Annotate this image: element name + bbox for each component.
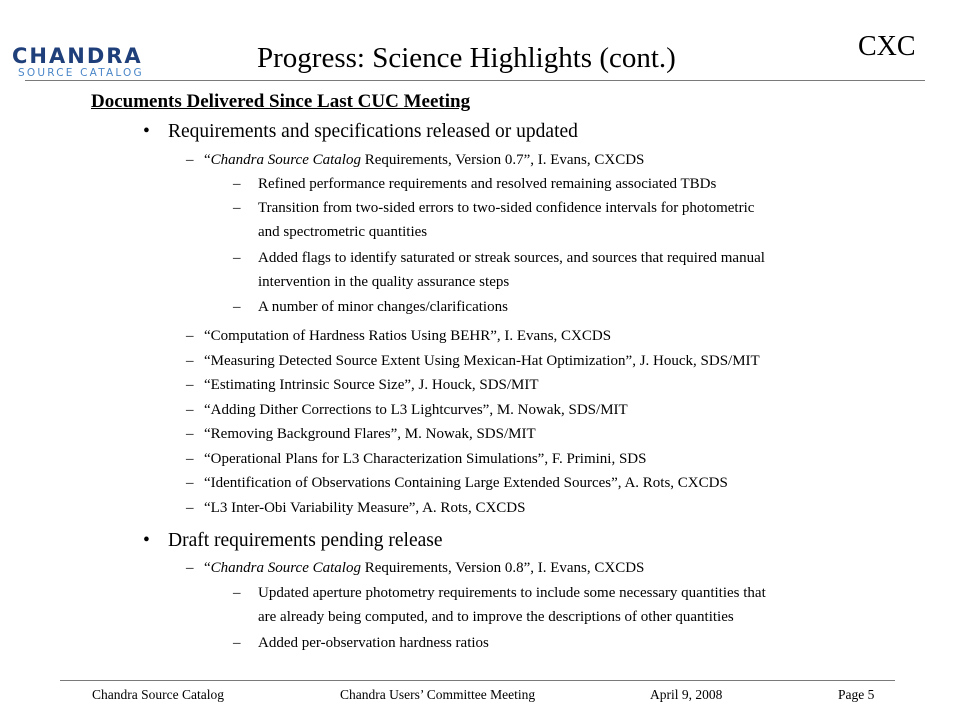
footer-left: Chandra Source Catalog	[92, 687, 224, 702]
dash-marker: –	[233, 585, 241, 601]
dash-marker: –	[186, 451, 194, 467]
chandra-source-catalog-logo	[10, 40, 180, 84]
list-item	[186, 400, 628, 420]
dash-marker: –	[233, 176, 241, 192]
dash-marker: –	[186, 402, 194, 418]
page-title: Progress: Science Highlights (cont.)	[257, 42, 676, 74]
dash-marker: –	[233, 635, 241, 651]
list-item	[186, 326, 611, 346]
list-item	[186, 498, 525, 518]
list-item	[233, 297, 508, 317]
dash-marker: –	[186, 353, 194, 369]
list-item	[233, 198, 754, 218]
dash-marker: –	[233, 250, 241, 266]
dash-marker: –	[186, 500, 194, 516]
list-item-text: Updated aperture photometry requirements to include some necessary quantities that	[258, 585, 766, 601]
list-item	[186, 351, 760, 371]
footer-center: Chandra Users’ Committee Meeting	[340, 687, 536, 702]
list-item	[233, 174, 716, 194]
section-heading: Documents Delivered Since Last CUC Meeting	[91, 91, 471, 112]
list-item	[143, 120, 578, 144]
list-item	[233, 248, 765, 268]
list-item-text: “Estimating Intrinsic Source Size”, J. Houck, SDS/MIT	[204, 377, 539, 393]
list-item-text: “Computation of Hardness Ratios Using BEHR”, I. Evans, CXCDS	[204, 328, 612, 344]
list-item-text: Draft requirements pending release	[168, 530, 443, 551]
doc-title-italic: Chandra Source Catalog	[210, 560, 361, 576]
list-item-text: “Identification of Observations Containing Large Extended Sources”, A. Rots, CXCDS	[204, 475, 728, 491]
footer-divider	[60, 680, 895, 681]
list-item	[233, 633, 489, 653]
list-item	[186, 473, 728, 493]
dash-marker: –	[233, 200, 241, 216]
list-item	[186, 150, 644, 170]
list-item	[186, 558, 644, 578]
list-item-continuation: intervention in the quality assurance steps	[258, 274, 510, 290]
list-item	[233, 583, 766, 603]
dash-marker: –	[186, 560, 194, 576]
dash-marker: –	[186, 377, 194, 393]
dash-marker: –	[186, 426, 194, 442]
header-divider	[25, 80, 925, 81]
dash-marker: –	[233, 299, 241, 315]
list-item-text: Refined performance requirements and resolved remaining associated TBDs	[258, 176, 717, 192]
list-item-text: Requirements, Version 0.7”, I. Evans, CXCDS	[360, 152, 645, 168]
open-quote: “	[204, 560, 211, 576]
bullet-marker: •	[143, 121, 150, 142]
list-item-text: Added per-observation hardness ratios	[258, 635, 489, 651]
dash-marker: –	[186, 328, 194, 344]
list-item	[186, 375, 539, 395]
list-item-text: A number of minor changes/clarifications	[258, 299, 508, 315]
list-item-text: “Measuring Detected Source Extent Using Mexican-Hat Optimization”, J. Houck, SDS/MIT	[204, 353, 760, 369]
list-item-text: Added flags to identify saturated or streak sources, and sources that required manual	[258, 250, 765, 266]
list-item	[143, 529, 443, 553]
list-item-text: Requirements and specifications released or updated	[168, 121, 578, 142]
list-item-continuation: and spectrometric quantities	[258, 224, 428, 240]
logo-text-chandra: CHANDRA	[12, 44, 143, 68]
doc-title-italic: Chandra Source Catalog	[210, 152, 361, 168]
list-item	[186, 424, 536, 444]
logo-text-source-catalog: SOURCE CATALOG	[18, 67, 144, 79]
org-label: CXC	[858, 31, 916, 62]
list-item-text: “Removing Background Flares”, M. Nowak, SDS/MIT	[204, 426, 536, 442]
list-item-text: “L3 Inter-Obi Variability Measure”, A. Rots, CXCDS	[204, 500, 526, 516]
open-quote: “	[204, 152, 211, 168]
list-item	[186, 449, 646, 469]
dash-marker: –	[186, 475, 194, 491]
footer-date: April 9, 2008	[650, 687, 723, 702]
footer-page-number: Page 5	[838, 687, 875, 702]
list-item-continuation: are already being computed, and to improve the descriptions of other quantities	[258, 609, 734, 625]
list-item-text: Requirements, Version 0.8”, I. Evans, CXCDS	[360, 560, 645, 576]
list-item-text: “Adding Dither Corrections to L3 Lightcurves”, M. Nowak, SDS/MIT	[204, 402, 628, 418]
dash-marker: –	[186, 152, 194, 168]
list-item-text: “Operational Plans for L3 Characterization Simulations”, F. Primini, SDS	[204, 451, 647, 467]
list-item-text: Transition from two-sided errors to two-sided confidence intervals for photometric	[258, 200, 755, 216]
bullet-marker: •	[143, 530, 150, 551]
